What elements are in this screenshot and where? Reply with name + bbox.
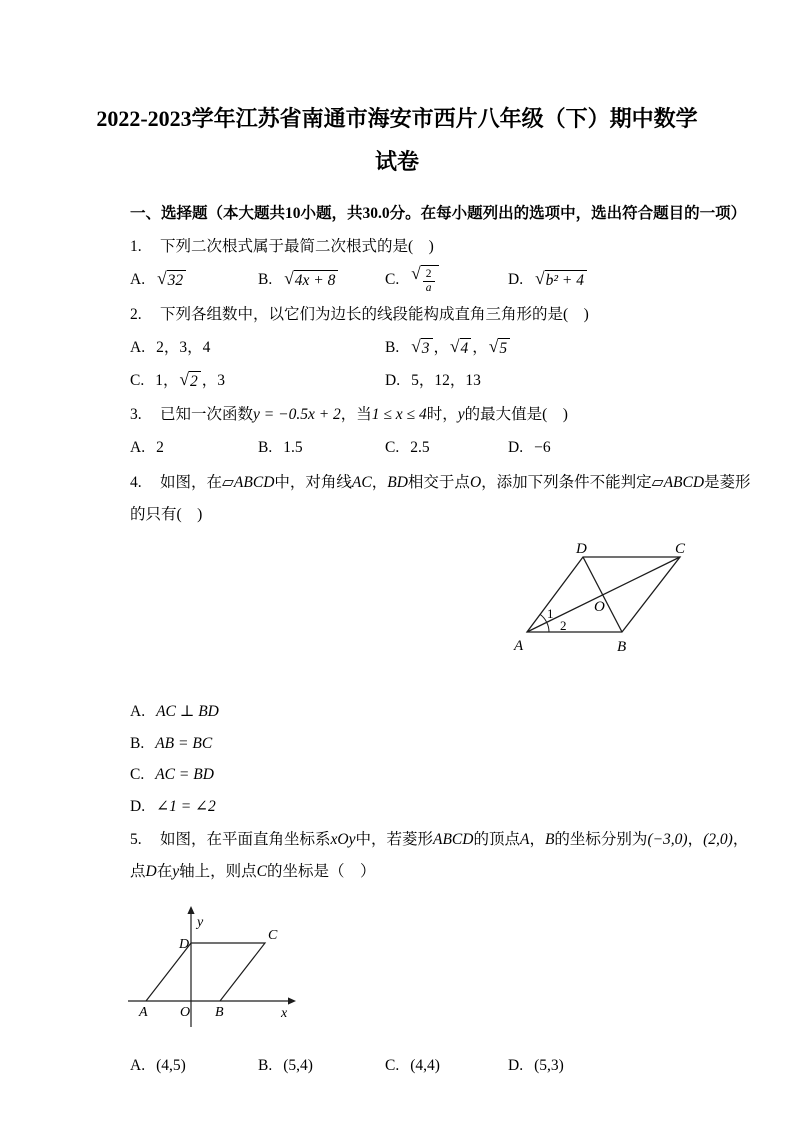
text-segment: O <box>469 474 482 491</box>
option-label: C. <box>385 1057 400 1074</box>
option-content <box>156 1057 186 1074</box>
option-content <box>156 339 210 356</box>
options <box>130 263 754 297</box>
angle-label-1: 1 <box>547 606 554 621</box>
text-segment: 1 ≤ x ≤ 4 <box>371 406 427 423</box>
option-content <box>534 439 551 456</box>
coordinate-svg <box>118 900 330 1040</box>
option-label: C. <box>130 766 145 783</box>
question <box>130 467 754 822</box>
text-segment: ∠1 = ∠2 <box>156 797 216 815</box>
text-segment: 2，3，4 <box>156 339 211 356</box>
option-content <box>155 372 225 389</box>
text-segment: 的顶点 <box>473 831 520 848</box>
option <box>508 263 754 297</box>
option-label: B. <box>258 439 273 456</box>
question-number: 1. <box>130 238 142 255</box>
option-content <box>155 735 212 752</box>
exam-title-line2: 试卷 <box>374 149 419 174</box>
sqrt-expression <box>489 338 510 359</box>
options <box>130 1049 754 1083</box>
option-content <box>411 372 481 389</box>
option-label: A. <box>130 1057 146 1074</box>
option <box>385 1049 508 1083</box>
text-segment: A <box>519 831 530 848</box>
sqrt-radicand: √ 32 <box>167 270 187 291</box>
option <box>258 263 385 297</box>
option <box>130 791 754 823</box>
text-segment: AB = BC <box>155 734 213 752</box>
option-content <box>156 703 219 720</box>
sqrt-expression <box>411 338 432 359</box>
option-content <box>156 271 187 288</box>
option-label: A. <box>130 439 146 456</box>
title-block <box>0 0 794 183</box>
option-label: D. <box>508 439 524 456</box>
point-label-C: C <box>268 928 278 943</box>
text-segment: ， <box>687 831 704 848</box>
vertex-label-C: C <box>675 541 686 557</box>
vertex-label-A: A <box>514 638 524 654</box>
axis-label-y: y <box>197 915 204 930</box>
option <box>508 431 754 465</box>
text-segment: (5,3) <box>534 1057 564 1074</box>
option-label: B. <box>258 1057 273 1074</box>
text-segment: (4,4) <box>410 1057 440 1074</box>
question <box>130 299 754 397</box>
text-segment: 如图，在 <box>160 474 223 491</box>
axis-label-x: x <box>281 1006 288 1021</box>
text-segment: ▱ABCD <box>651 474 705 491</box>
text-segment: 2.5 <box>410 439 430 456</box>
text-segment: −6 <box>534 439 551 456</box>
question-stem <box>130 824 754 888</box>
text-segment: 已知一次函数 <box>160 406 254 423</box>
text-segment: 时， <box>426 406 458 423</box>
option-label: B. <box>258 271 273 288</box>
option-content <box>156 798 216 815</box>
vertex-label-D: D <box>576 541 587 557</box>
text-segment: 在 <box>156 863 173 880</box>
question-number: 2. <box>130 306 142 323</box>
option <box>385 364 754 397</box>
text-segment: ， <box>433 339 450 356</box>
text-segment: ， <box>371 474 388 491</box>
text-segment: AC = BD <box>155 766 214 783</box>
text-segment: (2,0) <box>703 831 733 848</box>
text-segment: AC <box>351 474 372 491</box>
option <box>130 364 385 397</box>
text-segment: xOy <box>330 831 356 848</box>
text-segment: 2 <box>156 439 164 456</box>
text-segment: 如图，在平面直角坐标系 <box>160 831 331 848</box>
text-segment: 轴上，则点 <box>179 863 257 880</box>
questions <box>0 231 794 1083</box>
text-segment: ▱ABCD <box>222 474 275 491</box>
text-segment: 1， <box>155 372 179 389</box>
text-segment: 1.5 <box>283 439 303 456</box>
text-segment: (4,5) <box>156 1057 186 1074</box>
sqrt-expression <box>157 270 186 291</box>
diagonal-DB <box>583 557 622 632</box>
question-number: 4. <box>130 474 142 491</box>
exam-title-line1: 2022-2023学年江苏省南通市海安市西片八年级（下）期中数学 <box>96 106 698 131</box>
text-segment: 中，若菱形 <box>355 831 433 848</box>
text-segment: 5，12，13 <box>411 372 481 389</box>
text-segment: 的坐标分别为 <box>554 831 648 848</box>
text-segment: ， <box>529 831 545 848</box>
option-label: A. <box>130 703 146 720</box>
parallelogram-svg <box>505 539 707 657</box>
text-segment: 下列二次根式属于最简二次根式的是( ) <box>160 238 434 255</box>
option <box>130 696 754 728</box>
sqrt-expression <box>179 371 200 392</box>
text-segment: C <box>256 863 267 880</box>
option <box>385 431 508 465</box>
option-content <box>410 267 439 295</box>
options <box>130 331 754 397</box>
sqrt-radicand: √ b² + 4 <box>545 270 587 291</box>
point-label-D: D <box>179 937 190 952</box>
text-segment: y <box>457 406 465 423</box>
question-number: 5. <box>130 831 142 848</box>
options <box>130 696 754 822</box>
question-stem <box>130 231 754 263</box>
option <box>130 1049 258 1083</box>
point-label-A: A <box>139 1005 148 1020</box>
question <box>130 824 754 1083</box>
option-label: D. <box>508 271 524 288</box>
y-axis-arrow <box>187 906 194 914</box>
text-segment: ，3 <box>201 372 226 389</box>
option-label: D. <box>385 372 401 389</box>
option <box>385 331 754 364</box>
fraction-numerator: √ 2 <box>423 268 435 283</box>
intersection-label-O: O <box>594 599 605 615</box>
vertex-label-B: B <box>617 639 627 655</box>
option-label: D. <box>508 1057 524 1074</box>
angle-label-2: 2 <box>560 618 567 633</box>
option <box>258 1049 385 1083</box>
sqrt-expression <box>284 270 338 291</box>
option <box>130 431 258 465</box>
parallelogram-figure <box>505 539 707 662</box>
fraction-denominator: a <box>425 282 432 295</box>
sqrt-radicand: √ 3 <box>421 338 433 359</box>
text-segment: 中，对角线 <box>274 474 352 491</box>
text-segment: y <box>172 863 180 880</box>
text-segment: 下列各组数中，以它们为边长的线段能构成直角三角形的是( ) <box>160 306 589 323</box>
sqrt-radicand <box>421 265 439 297</box>
text-segment: AC ⊥ BD <box>156 703 219 720</box>
x-axis-arrow <box>288 997 296 1004</box>
option-label: B. <box>385 339 400 356</box>
question-stem <box>130 467 754 531</box>
question-stem <box>130 299 754 331</box>
option-content <box>410 439 429 456</box>
text-segment: 是菱形的只有( ) <box>130 474 751 523</box>
option-content <box>534 271 588 288</box>
option-label: A. <box>130 339 146 356</box>
sqrt-expression <box>450 338 471 359</box>
question <box>130 231 754 297</box>
sqrt-radicand: √ 4x + 8 <box>294 270 339 291</box>
option-label: C. <box>385 439 400 456</box>
question-number: 3. <box>130 406 142 423</box>
text-segment: (5,4) <box>283 1057 313 1074</box>
text-segment: 的坐标是（ ） <box>266 863 376 880</box>
coordinate-figure <box>118 900 330 1045</box>
option-content <box>410 339 511 356</box>
option-content <box>283 439 302 456</box>
option-content <box>283 271 339 288</box>
option <box>508 1049 754 1083</box>
point-label-B: B <box>215 1005 224 1020</box>
fraction <box>422 267 436 297</box>
text-segment: ，添加下列条件不能判定 <box>481 474 652 491</box>
sqrt-expression <box>535 270 587 291</box>
option <box>258 431 385 465</box>
option <box>130 331 385 364</box>
text-segment: (−3,0) <box>647 831 688 848</box>
question-stem <box>130 399 754 431</box>
sqrt-radicand: √ 2 <box>189 371 201 392</box>
option-label: C. <box>130 372 145 389</box>
option <box>130 759 754 791</box>
text-segment: 相交于点 <box>407 474 470 491</box>
option-content <box>534 1057 564 1074</box>
option-content <box>283 1057 313 1074</box>
options <box>130 431 754 465</box>
text-segment: D <box>145 863 157 880</box>
text-segment: ， <box>472 339 488 356</box>
sqrt-radicand: √ 4 <box>460 338 472 359</box>
option-label: B. <box>130 734 145 752</box>
option <box>385 263 508 297</box>
text-segment: ，点 <box>130 831 749 880</box>
origin-label-O: O <box>180 1005 191 1020</box>
section-header: 一、选择题（本大题共10小题，共30.0分。在每小题列出的选项中，选出符合题目的一项） <box>130 205 747 222</box>
text-segment: ABCD <box>432 831 474 848</box>
text-segment: BD <box>387 474 408 491</box>
option <box>130 728 754 760</box>
text-segment: y = −0.5x + 2 <box>253 406 341 423</box>
text-segment: ，当 <box>340 406 372 423</box>
question <box>130 399 754 465</box>
option-label: A. <box>130 271 146 288</box>
text-segment: 的最大值是( ) <box>464 406 568 423</box>
option-label: C. <box>385 271 400 288</box>
sqrt-expression <box>411 265 438 297</box>
text-segment: B <box>544 831 555 848</box>
rhombus-outline <box>146 943 265 1001</box>
option-content <box>156 439 164 456</box>
sqrt-radicand: √ 5 <box>498 338 510 359</box>
option <box>130 263 258 297</box>
option-content <box>155 766 214 783</box>
option-content <box>410 1057 440 1074</box>
option-label: D. <box>130 797 146 815</box>
